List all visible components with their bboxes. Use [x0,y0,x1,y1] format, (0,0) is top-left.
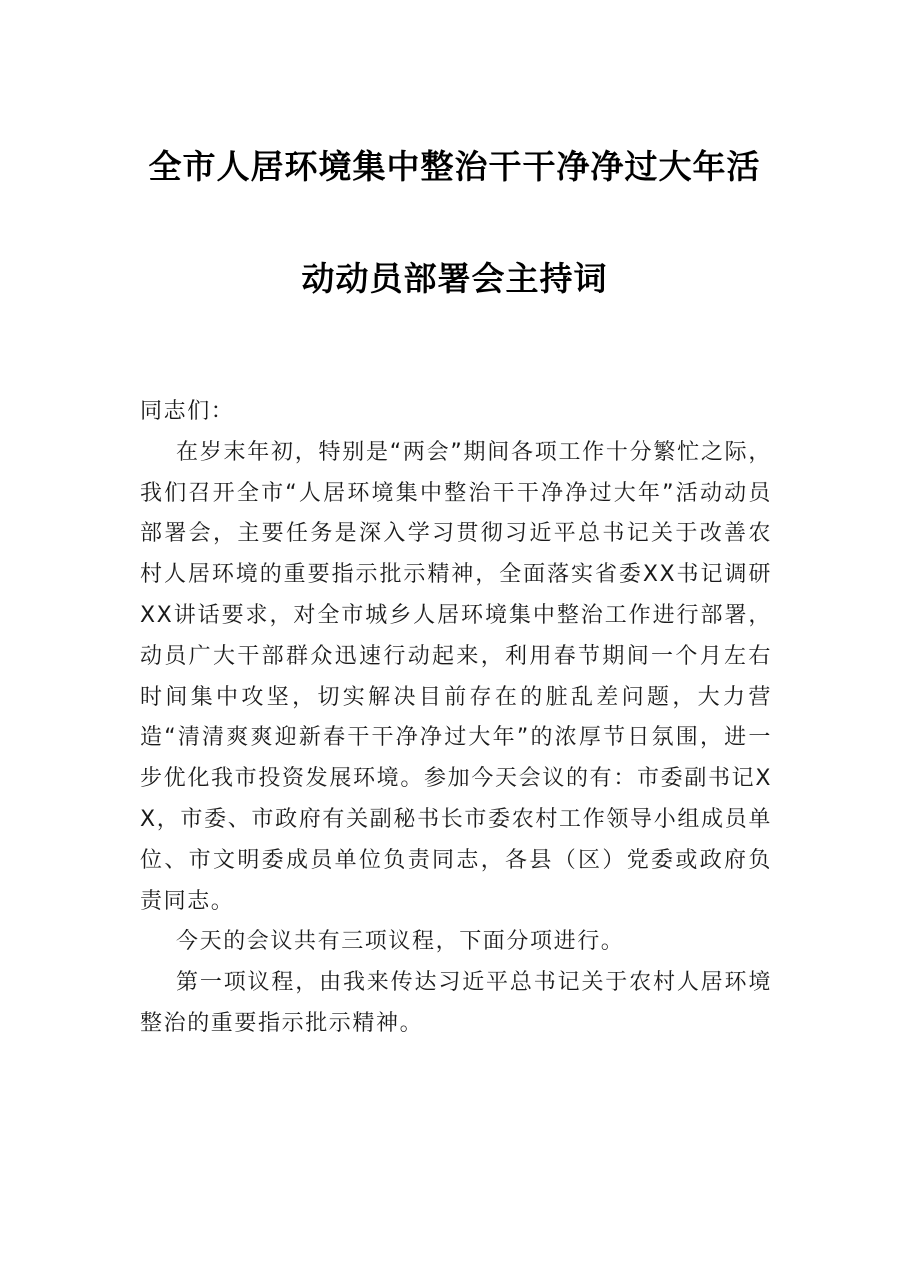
document-title-line-1: 全市人居环境集中整治干干净净过大年活 [148,147,761,186]
document-title-line-2: 动动员部署会主持词 [301,259,608,298]
paragraph-first-item: 第一项议程，由我来传达习近平总书记关于农村人居环境整治的重要指示批示精神。 [140,970,772,1036]
salutation: 同志们： [140,399,235,424]
document-body [140,392,772,1045]
paragraph-opening: 在岁末年初，特别是“两会”期间各项工作十分繁忙之际，我们召开全市“人居环境集中整治干干净净过大年”活动动员部署会，主要任务是深入学习贯彻习近平总书记关于改善农村人居环境的重要指示批示精神，全面落实省委XX书记调研XX讲话要求，对全市城乡人居环境集中整治工作进行部署，动员广大干部群众迅速行动起来，利用春节期间一个月左右时间集中攻坚，切实解决目前存在的脏乱差问题，大力营造“清清爽爽迎新春干干净净过大年”的浓厚节日氛围，进一步优化我市投资发展环境。参加今天会议的有：市委副书记XX，市委、市政府有关副秘书长市委农村工作领导小组成员单位、市文明委成员单位负责同志，各县（区）党委或政府负责同志。 [140,439,772,914]
paragraph-agenda: 今天的会议共有三项议程，下面分项进行。 [176,929,625,955]
